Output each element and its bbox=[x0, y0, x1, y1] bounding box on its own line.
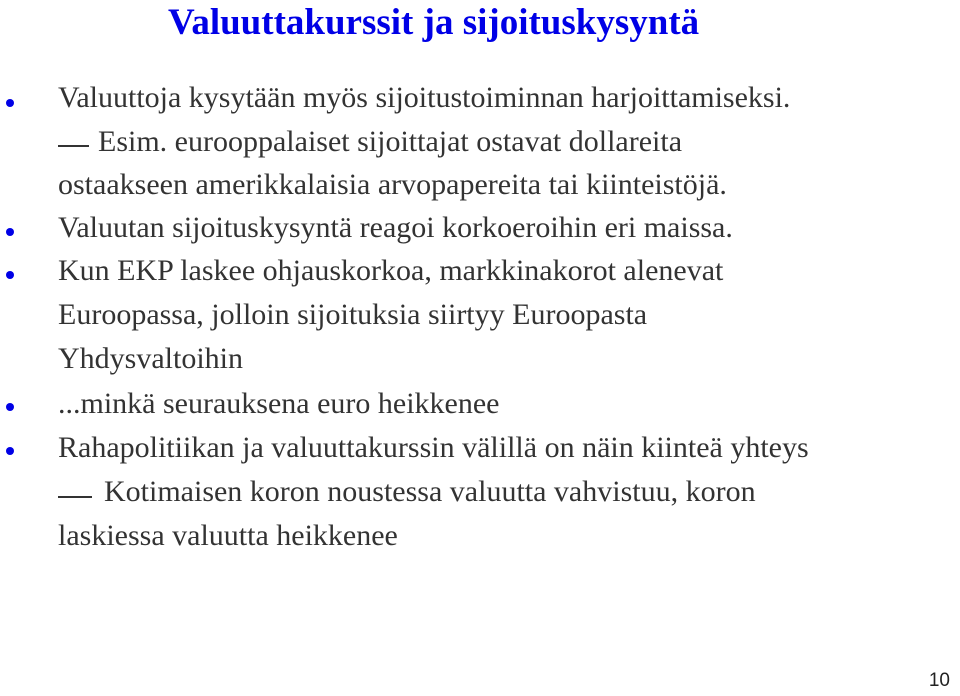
bullet-icon bbox=[6, 99, 14, 107]
dash-icon bbox=[58, 145, 89, 147]
bullet-icon bbox=[6, 271, 14, 279]
bullet-icon bbox=[6, 447, 14, 455]
page-number: 10 bbox=[928, 670, 950, 691]
bullet-icon bbox=[6, 228, 14, 236]
slide-title: Valuuttakurssit ja sijoituskysyntä bbox=[168, 2, 700, 43]
bullet-text-1: Valuuttoja kysytään myös sijoitustoiminnan harjoittamiseksi. bbox=[58, 81, 791, 114]
sub-item-text-2b: laskiessa valuutta heikkenee bbox=[58, 519, 398, 552]
bullet-text-5: Rahapolitiikan ja valuuttakurssin välillä on näin kiinteä yhteys bbox=[58, 431, 809, 464]
bullet-text-3a: Kun EKP laskee ohjauskorkoa, markkinakorot alenevat bbox=[58, 254, 724, 287]
sub-item-text-1a: Esim. eurooppalaiset sijoittajat ostavat dollareita bbox=[98, 125, 683, 158]
bullet-text-3b: Euroopassa, jolloin sijoituksia siirtyy Euroopasta bbox=[58, 298, 648, 331]
bullet-text-3c: Yhdysvaltoihin bbox=[58, 342, 243, 375]
bullet-icon bbox=[6, 403, 14, 411]
sub-item-text-1b: ostaakseen amerikkalaisia arvopapereita tai kiinteistöjä. bbox=[58, 168, 727, 201]
bullet-text-2: Valuutan sijoituskysyntä reagoi korkoeroihin eri maissa. bbox=[58, 211, 733, 244]
sub-item-text-2a: Kotimaisen koron noustessa valuutta vahvistuu, koron bbox=[104, 475, 756, 508]
dash-icon bbox=[58, 496, 92, 498]
bullet-text-4: ...minkä seurauksena euro heikkenee bbox=[58, 387, 500, 420]
